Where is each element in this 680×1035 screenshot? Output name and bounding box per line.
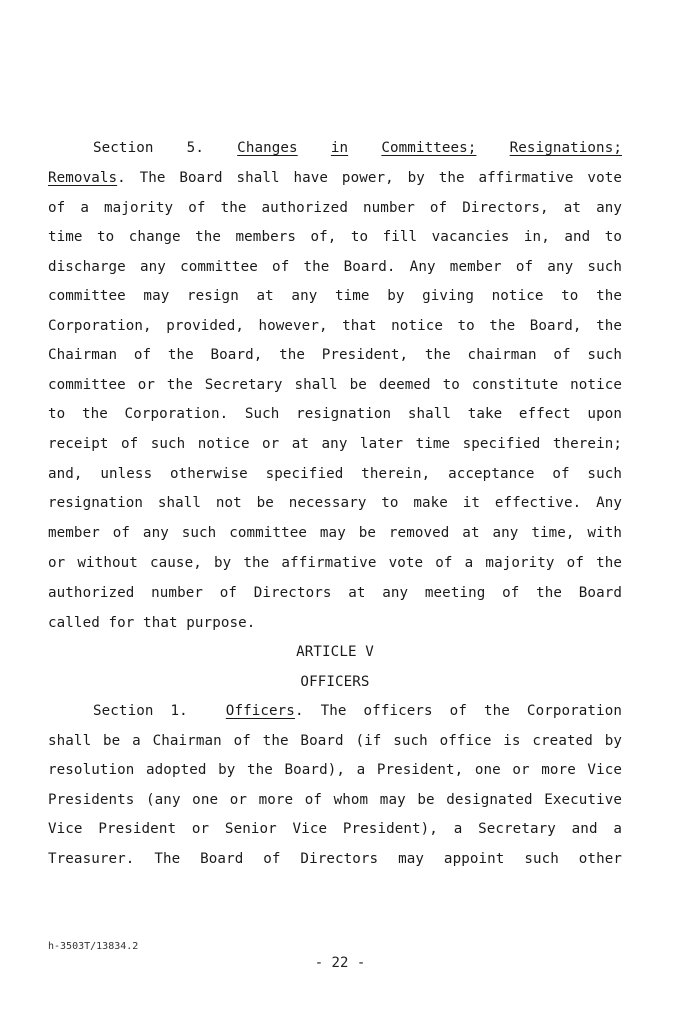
section5-heading-line: [93, 139, 622, 157]
section1-body-line: resolution adopted by the Board), a President, one or more Vice: [48, 762, 622, 778]
section1-label: Section 1.: [93, 703, 188, 719]
section5-body-line: receipt of such notice or at any later time specified therein;: [48, 436, 622, 452]
section5-body-line: Corporation, provided, however, that notice to the Board, the: [48, 318, 622, 334]
section5-body-line: discharge any committee of the Board. Any member of any such: [48, 259, 622, 275]
page-number: - 22 -: [314, 955, 366, 971]
section5-body-line: of a majority of the authorized number of Directors, at any: [48, 200, 622, 216]
section5-body-line: committee may resign at any time by giving notice to the: [48, 288, 622, 304]
section5-title-cont: Removals: [48, 170, 118, 186]
section1-body-line: Vice President or Senior Vice President), a Secretary and a: [48, 821, 622, 837]
section5-title-word: Committees;: [381, 140, 477, 156]
section1-heading-line: [93, 702, 622, 720]
section5-body-line: or without cause, by the affirmative vote of a majority of the: [48, 555, 622, 571]
section1-body-line: shall be a Chairman of the Board (if such office is created by: [48, 733, 622, 749]
section1-title: Officers: [225, 703, 295, 719]
section1-text: . The officers of the Corporation: [294, 703, 622, 719]
section5-body-line: to the Corporation. Such resignation shall take effect upon: [48, 406, 622, 422]
section5-text: . The Board shall have power, by the affirmative vote: [117, 170, 622, 186]
article-subheading: OFFICERS: [300, 674, 370, 690]
section5-body-line: member of any such committee may be removed at any time, with: [48, 525, 622, 541]
section1-body-line: Treasurer. The Board of Directors may appoint such other: [48, 851, 622, 867]
section5-title-word: in: [330, 140, 349, 156]
section5-title-word: Resignations;: [509, 140, 622, 156]
section1-body-line: Presidents (any one or more of whom may be designated Executive: [48, 792, 622, 808]
section5-body-line: committee or the Secretary shall be deemed to constitute notice: [48, 377, 622, 393]
section5-body-line: called for that purpose.: [48, 615, 256, 631]
section5-body-line: authorized number of Directors at any meeting of the Board: [48, 585, 622, 601]
article-heading: ARTICLE V: [296, 644, 374, 660]
section5-body-line: time to change the members of, to fill vacancies in, and to: [48, 229, 622, 245]
section5-body-line: [48, 169, 622, 187]
document-id: h-3503T/13834.2: [48, 941, 139, 952]
section5-body-line: resignation shall not be necessary to make it effective. Any: [48, 495, 622, 511]
section5-body-line: Chairman of the Board, the President, the chairman of such: [48, 347, 622, 363]
section5-title-word: Changes: [237, 140, 298, 156]
section5-label: Section 5.: [93, 140, 204, 156]
section5-body-line: and, unless otherwise specified therein, acceptance of such: [48, 466, 622, 482]
